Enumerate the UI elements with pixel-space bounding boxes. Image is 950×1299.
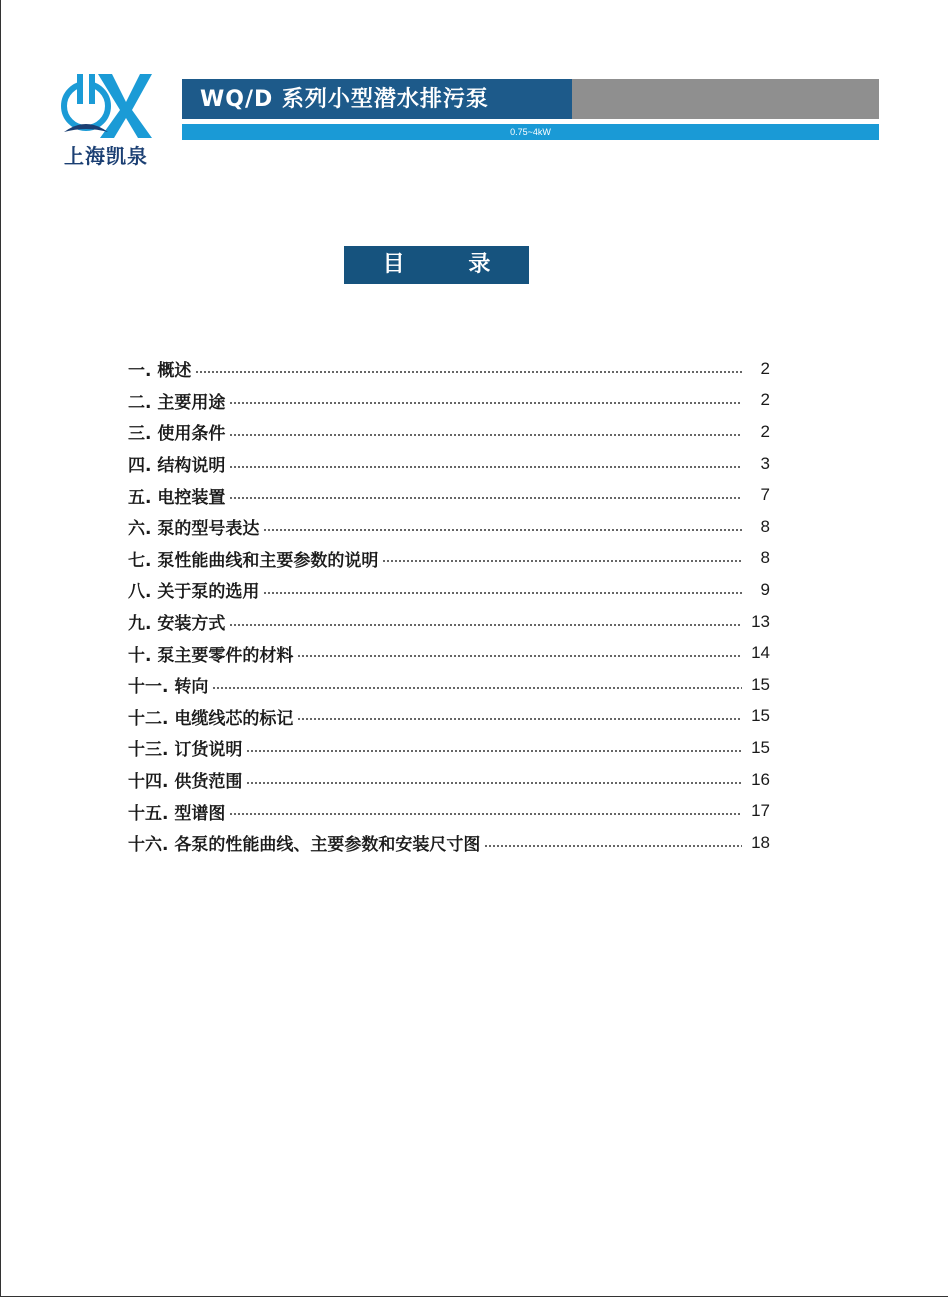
toc-entry-label: 五. 电控装置 [128,487,226,508]
toc-leader-dots [229,434,742,436]
toc-leader-dots [229,624,742,626]
toc-entry-page: 15 [751,706,770,726]
toc-entry-label: 四. 结构说明 [128,456,226,477]
toc-entry-label: 十四. 供货范围 [128,772,243,793]
toc-entry[interactable] [128,385,770,417]
toc-entry-label: 八. 关于泵的选用 [128,582,260,603]
toc-leader-dots [229,813,742,815]
header-subtitle: 0.75~4kW [510,127,551,137]
toc-entry-label: 二. 主要用途 [128,392,226,413]
company-logo [60,72,152,168]
toc-entry[interactable] [128,606,770,638]
toc-leader-dots [229,466,742,468]
toc-entry[interactable] [128,448,770,480]
toc-leader-dots [229,497,742,499]
toc-entry[interactable] [128,764,770,796]
toc-entry-page: 13 [751,611,770,631]
toc-entry-page: 8 [760,548,770,568]
toc-leader-dots [484,845,742,847]
toc-entry-page: 15 [751,737,770,757]
logo-text: 上海凯泉 [64,144,148,168]
toc-leader-dots [263,529,742,531]
toc-entry[interactable] [128,543,770,575]
toc-entry-page: 16 [751,769,770,789]
toc-entry[interactable] [128,795,770,827]
toc-entry-label: 三. 使用条件 [128,424,226,445]
toc-entry[interactable] [128,353,770,385]
toc-leader-dots [382,560,742,562]
toc-entry-page: 2 [760,421,770,441]
table-of-contents [128,353,770,859]
toc-entry-page: 3 [760,453,770,473]
toc-entry-page: 15 [751,674,770,694]
toc-entry-label: 十三. 订货说明 [128,740,243,761]
toc-entry[interactable] [128,511,770,543]
toc-entry[interactable] [128,701,770,733]
logo-mark-icon [60,72,152,140]
toc-entry[interactable] [128,637,770,669]
toc-leader-dots [297,655,742,657]
toc-entry-label: 十二. 电缆线芯的标记 [128,708,294,729]
toc-entry-label: 七. 泵性能曲线和主要参数的说明 [128,550,379,571]
toc-leader-dots [297,718,742,720]
toc-entry-label: 九. 安装方式 [128,614,226,635]
toc-entry[interactable] [128,732,770,764]
toc-leader-dots [246,750,742,752]
toc-entry[interactable] [128,669,770,701]
toc-leader-dots [246,782,742,784]
toc-entry-label: 一. 概述 [128,361,192,382]
toc-entry-label: 六. 泵的型号表达 [128,519,260,540]
toc-entry[interactable] [128,416,770,448]
toc-entry[interactable] [128,574,770,606]
toc-leader-dots [263,592,742,594]
toc-entry-page: 18 [751,832,770,852]
toc-entry-page: 8 [760,516,770,536]
header-title: WQ/D 系列小型潜水排污泵 [200,87,489,112]
toc-entry-page: 14 [751,643,770,663]
toc-title: 目 录 [344,246,529,284]
toc-entry-page: 9 [760,579,770,599]
toc-leader-dots [212,687,742,689]
toc-entry-page: 17 [751,801,770,821]
toc-entry-label: 十. 泵主要零件的材料 [128,645,294,666]
toc-entry-page: 2 [760,358,770,378]
toc-entry-label: 十一. 转向 [128,677,209,698]
toc-leader-dots [195,371,742,373]
toc-entry-label: 十五. 型谱图 [128,803,226,824]
toc-entry-label: 十六. 各泵的性能曲线、主要参数和安装尺寸图 [128,835,481,856]
toc-entry[interactable] [128,827,770,859]
toc-entry-page: 7 [760,485,770,505]
toc-entry-page: 2 [760,390,770,410]
toc-entry[interactable] [128,479,770,511]
toc-leader-dots [229,402,742,404]
